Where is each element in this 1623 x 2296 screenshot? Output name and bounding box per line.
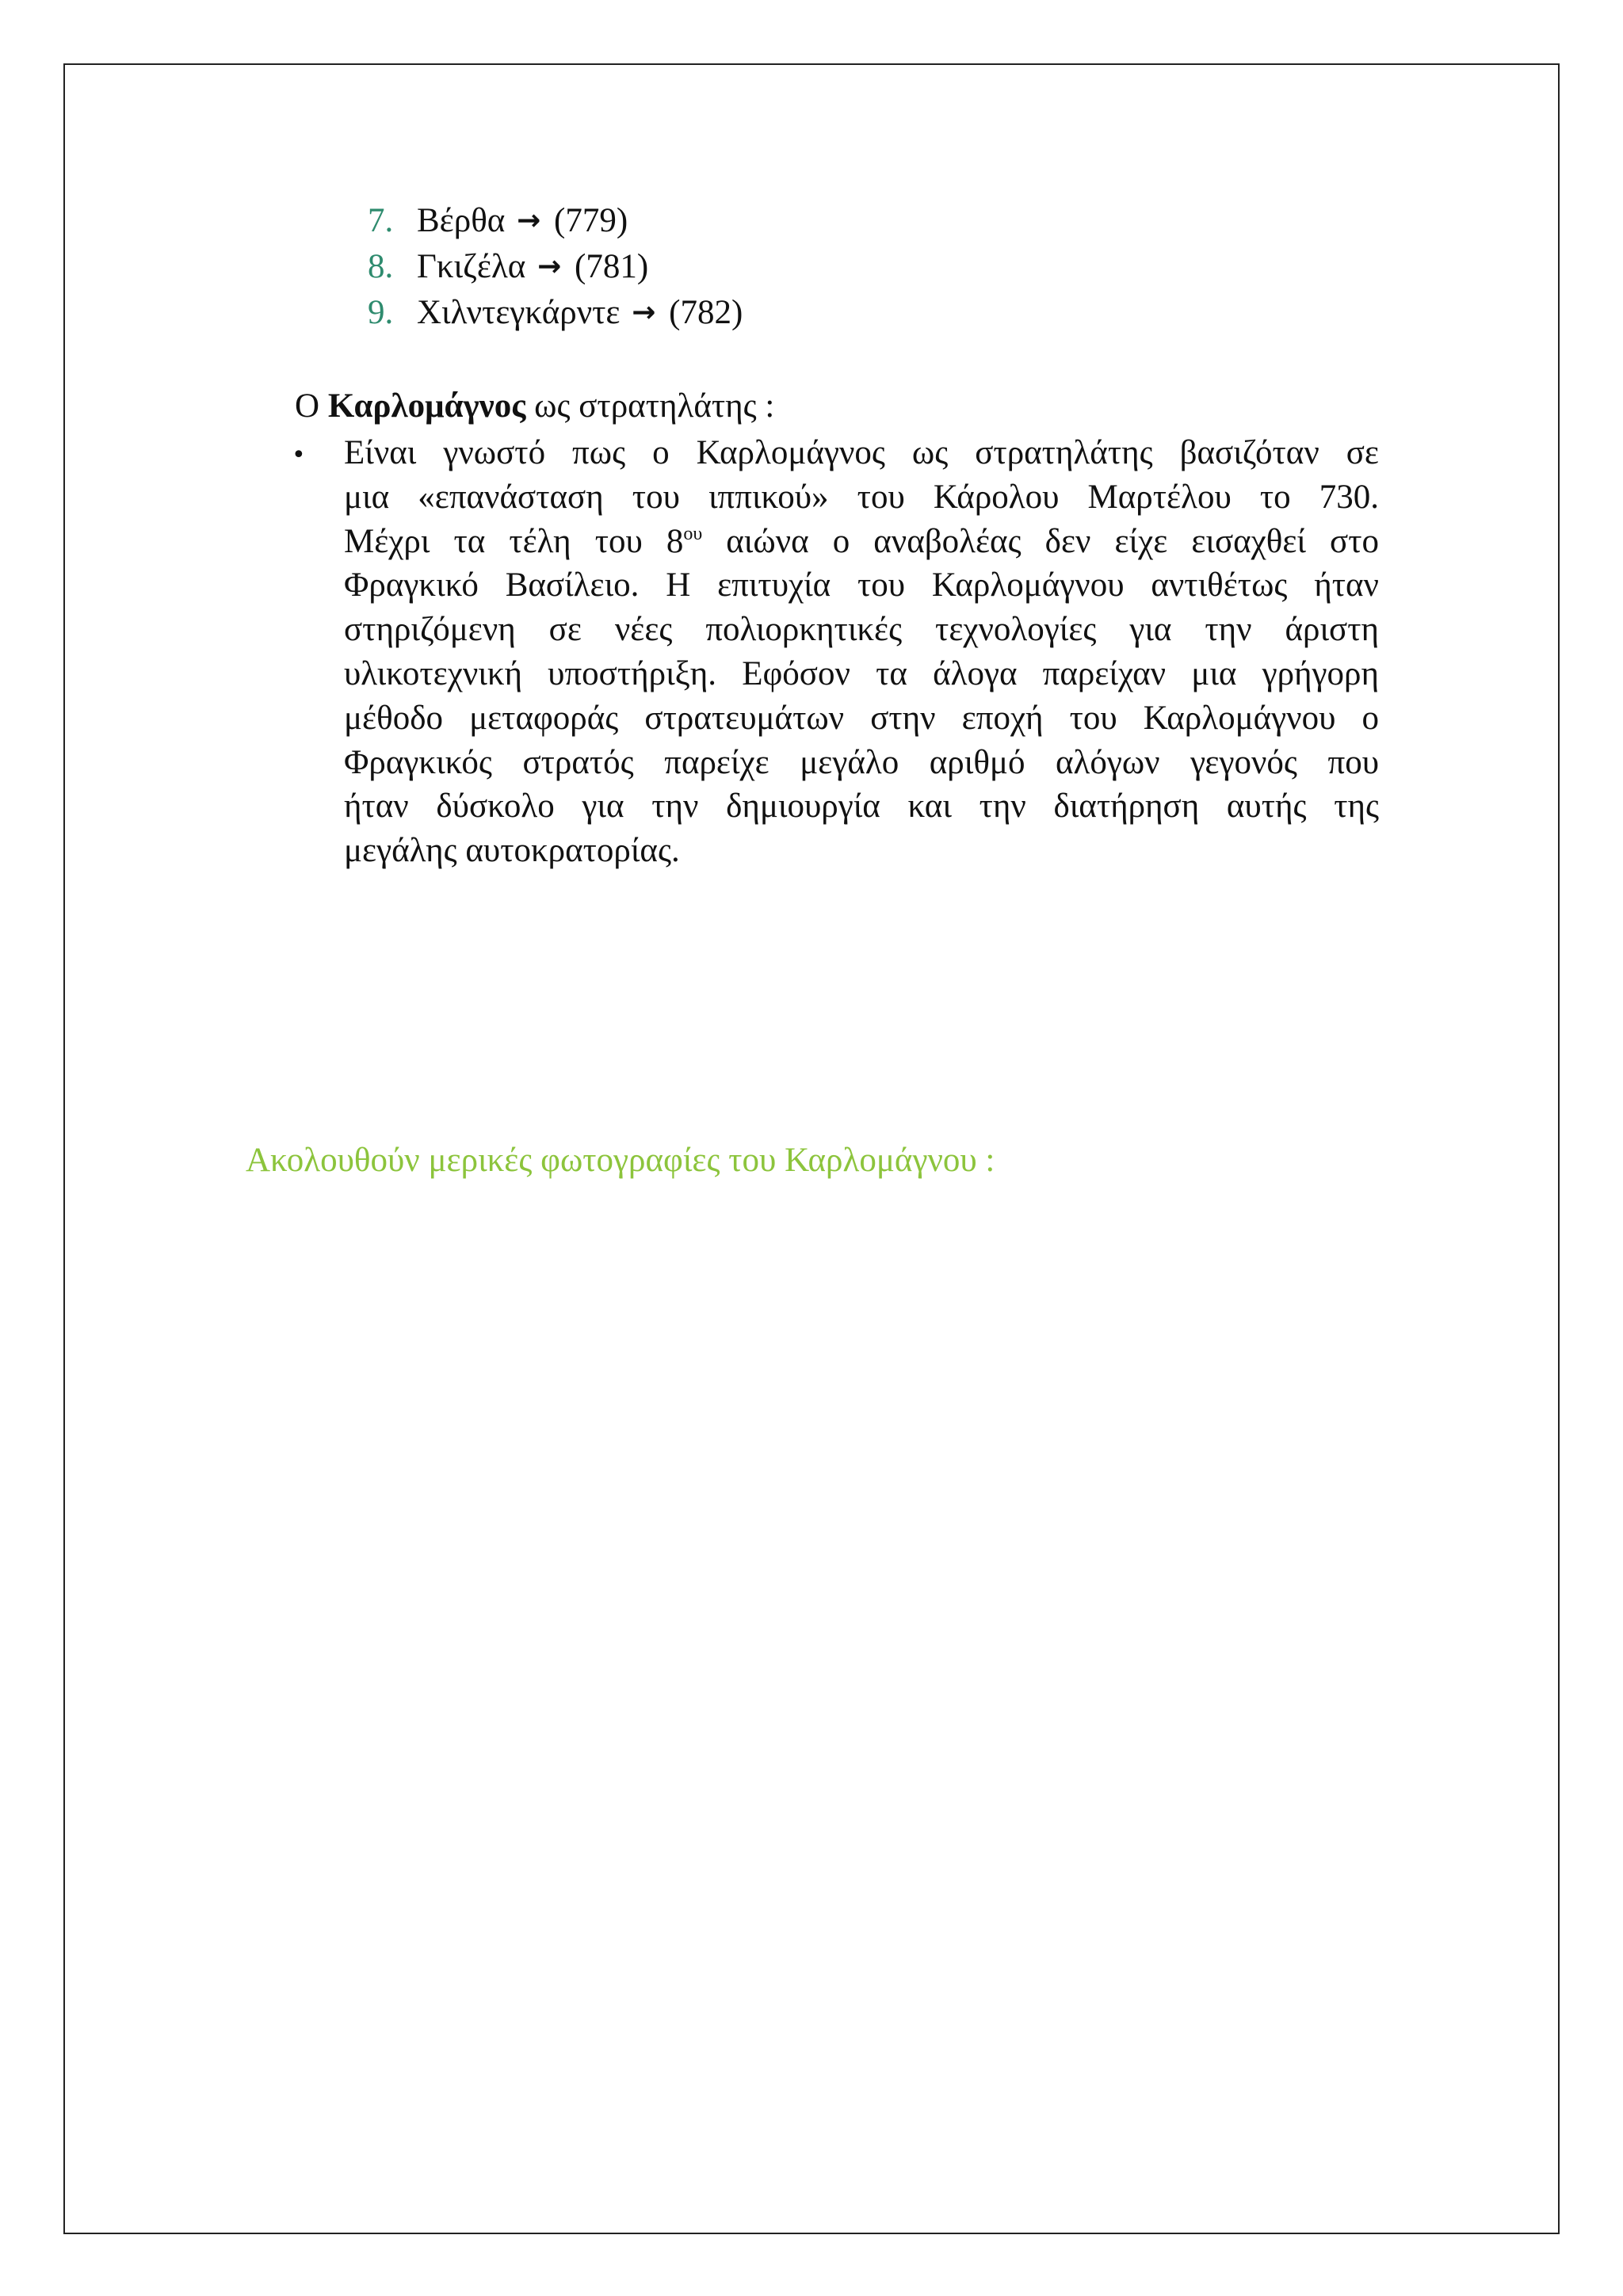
photos-note: Ακολουθούν μερικές φωτογραφίες του Καρλομάγνου : [246,1142,995,1179]
arrow-right-icon: → [517,204,541,237]
paragraph-line: στηριζόμενη σε νέες πολιορκητικές τεχνολογίες για την άριστη [344,611,1379,649]
list-item-name: Βέρθα [417,202,506,239]
list-number: 7. [368,202,394,239]
section-heading-prefix: Ο [295,387,328,425]
paragraph-line: Είναι γνωστό πως ο Καρλομάγνος ως στρατηλάτης βασιζόταν σε [344,434,1379,471]
superscript: ου [683,523,703,544]
paragraph-line-part: αιώνα ο αναβολέας δεν είχε εισαχθεί στο [702,522,1379,560]
list-number: 9. [368,294,394,331]
arrow-right-icon: → [537,250,562,283]
paragraph-line: υλικοτεχνική υποστήριξη. Εφόσον τα άλογα παρείχαν μια γρήγορη [344,654,1379,692]
paragraph-line: μέθοδο μεταφοράς στρατευμάτων στην εποχή του Καρλομάγνου ο [344,699,1379,737]
list-item-year: (782) [669,294,743,331]
paragraph-line: μια «επανάσταση του ιππικού» του Κάρολου Μαρτέλου το 730. [344,478,1379,516]
section-heading [295,383,774,429]
list-item [368,198,743,244]
list-item [368,290,743,336]
list-item-name: Χιλντεγκάρντε [417,294,621,331]
bullet-icon: • [292,441,306,469]
paragraph-line: Φραγκικό Βασίλειο. Η επιτυχία του Καρλομάγνου αντιθέτως ήταν [344,566,1379,605]
arrow-right-icon: → [632,296,656,329]
body-paragraph [344,431,1379,873]
paragraph-line: ήταν δύσκολο για την δημιουργία και την διατήρηση αυτής της [344,788,1379,826]
section-heading-bold: Καρλομάγνος [327,387,526,425]
paragraph-line: μεγάλης αυτοκρατορίας. [344,832,680,870]
wives-list [368,198,743,336]
list-item-year: (781) [575,248,649,285]
paragraph-line-part: Μέχρι τα τέλη του 8 [344,522,684,560]
list-item-name: Γκιζέλα [417,248,526,285]
list-number: 8. [368,248,394,285]
list-item [368,244,743,290]
list-item-year: (779) [554,202,628,239]
section-heading-suffix: ως στρατηλάτης : [525,387,775,425]
paragraph-line: Φραγκικός στρατός παρείχε μεγάλο αριθμό αλόγων γεγονός που [344,743,1379,781]
paragraph-line [344,520,1379,564]
